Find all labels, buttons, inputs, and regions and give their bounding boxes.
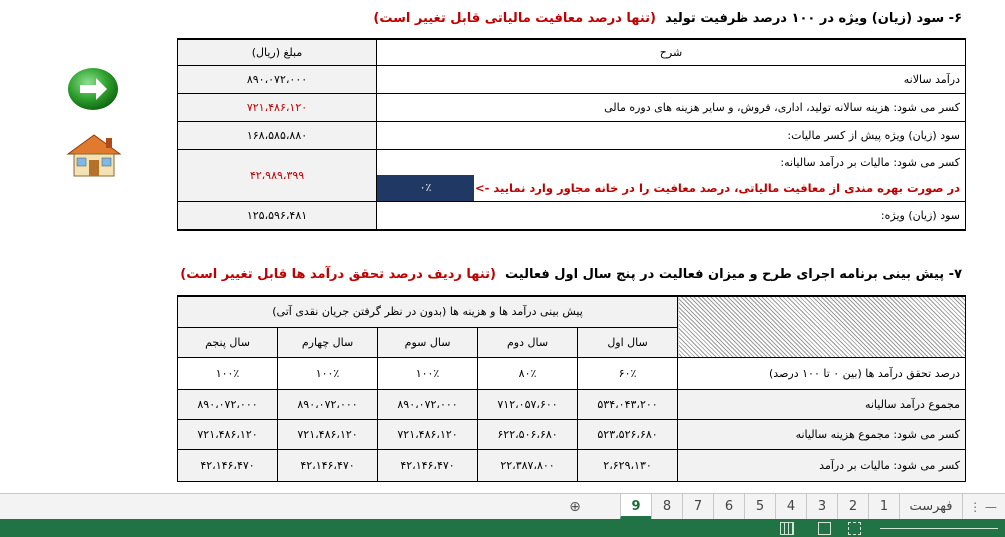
table-cell[interactable]: ۴۲،۱۴۶،۴۷۰ bbox=[278, 449, 378, 481]
table-cell[interactable]: ۵۳۴،۰۴۳،۲۰۰ bbox=[578, 389, 678, 419]
table-cell[interactable]: ۱۰۰٪ bbox=[278, 357, 378, 389]
zoom-slider[interactable] bbox=[880, 528, 998, 529]
table-row bbox=[178, 149, 966, 175]
section6-title-text: ۶- سود (زیان) ویژه در ۱۰۰ درصد ظرفیت تولید bbox=[665, 11, 962, 26]
table-cell[interactable]: ۸۰٪ bbox=[478, 357, 578, 389]
table-cell[interactable]: ۶۰٪ bbox=[578, 357, 678, 389]
table-cell[interactable]: ۵۲۳،۵۲۶،۶۸۰ bbox=[578, 419, 678, 449]
tab-9[interactable]: 9 bbox=[620, 494, 651, 519]
table-cell[interactable]: ۷۱۲،۰۵۷،۶۰۰ bbox=[478, 389, 578, 419]
table-cell[interactable]: ۷۲۱،۴۸۶،۱۲۰ bbox=[378, 419, 478, 449]
home-icon bbox=[66, 132, 122, 178]
row-value[interactable]: ۱۲۵،۵۹۶،۴۸۱ bbox=[178, 202, 377, 230]
row-label: کسر می شود: مجموع هزینه سالیانه bbox=[678, 419, 966, 449]
home-button[interactable] bbox=[66, 132, 122, 178]
row-label: مجموع درآمد سالیانه bbox=[678, 389, 966, 419]
row-label: سود (زیان) ویژه: bbox=[377, 202, 966, 230]
table-cell[interactable]: ۴۲،۱۴۶،۴۷۰ bbox=[378, 449, 478, 481]
table-cell[interactable]: ۴۲،۱۴۶،۴۷۰ bbox=[178, 449, 278, 481]
row-value[interactable]: ۸۹۰،۰۷۲،۰۰۰ bbox=[178, 65, 377, 93]
row-label: درصد تحقق درآمد ها (بین ۰ تا ۱۰۰ درصد) bbox=[678, 357, 966, 389]
section7-title-text: ۷- پیش بینی برنامه اجرای طرح و میزان فعالیت در پنج سال اول فعالیت bbox=[505, 267, 962, 282]
exemption-note: در صورت بهره مندی از معافیت مالیاتی، درصد معافیت را در خانه مجاور وارد نمایید -> bbox=[474, 181, 960, 195]
normal-view-icon[interactable] bbox=[780, 522, 794, 535]
table-cell[interactable]: ۷۲۱،۴۸۶،۱۲۰ bbox=[178, 419, 278, 449]
row-value[interactable]: ۱۶۸،۵۸۵،۸۸۰ bbox=[178, 121, 377, 149]
next-arrow-button[interactable] bbox=[66, 66, 120, 112]
page-layout-icon[interactable] bbox=[818, 522, 831, 535]
add-sheet-button[interactable]: ⊕ bbox=[569, 499, 581, 515]
year-4-header: سال چهارم bbox=[278, 327, 378, 357]
table-cell[interactable]: ۷۲۱،۴۸۶،۱۲۰ bbox=[278, 419, 378, 449]
table-cell[interactable]: ۲۲،۳۸۷،۸۰۰ bbox=[478, 449, 578, 481]
table-cell[interactable]: ۱۰۰٪ bbox=[178, 357, 278, 389]
tab-1[interactable]: 1 bbox=[868, 494, 899, 519]
tab-index[interactable]: فهرست bbox=[899, 494, 963, 519]
tab-8[interactable]: 8 bbox=[651, 494, 682, 519]
row-label: کسر می شود: مالیات بر درآمد bbox=[678, 449, 966, 481]
table-cell[interactable]: ۶۲۲،۵۰۶،۶۸۰ bbox=[478, 419, 578, 449]
year-5-header: سال پنجم bbox=[178, 327, 278, 357]
exemption-percent-input[interactable]: ۰٪ bbox=[377, 175, 474, 201]
tab-4[interactable]: 4 bbox=[775, 494, 806, 519]
table-row bbox=[178, 357, 966, 389]
tab-5[interactable]: 5 bbox=[744, 494, 775, 519]
header-amount: مبلغ (ریال) bbox=[178, 39, 377, 65]
hatched-corner bbox=[678, 296, 966, 357]
row-label: سود (زیان) ویژه پیش از کسر مالیات: bbox=[377, 121, 966, 149]
table-row bbox=[178, 389, 966, 419]
section7-title bbox=[180, 267, 962, 282]
table-row bbox=[178, 93, 966, 121]
table-row bbox=[178, 449, 966, 481]
tab-7[interactable]: 7 bbox=[682, 494, 713, 519]
row-label: کسر می شود: مالیات بر درآمد سالیانه: bbox=[377, 149, 966, 175]
section6-title bbox=[373, 11, 962, 26]
row-value[interactable]: ۴۲،۹۸۹،۳۹۹ bbox=[178, 149, 377, 202]
row-label: کسر می شود: هزینه سالانه تولید، اداری، فروش، و سایر هزینه های دوره مالی bbox=[377, 93, 966, 121]
forecast-header: پیش بینی درآمد ها و هزینه ها (بدون در نظر گرفتن جریان نقدی آتی) bbox=[178, 296, 678, 327]
page-break-icon[interactable] bbox=[848, 522, 861, 535]
table-cell[interactable]: ۱۰۰٪ bbox=[378, 357, 478, 389]
row-label: درآمد سالانه bbox=[377, 65, 966, 93]
table-cell[interactable]: ۸۹۰،۰۷۲،۰۰۰ bbox=[378, 389, 478, 419]
scroll-divider-icon[interactable]: ⋮ — bbox=[969, 500, 997, 514]
green-arrow-icon bbox=[66, 66, 120, 112]
sheet-tab-bar bbox=[0, 493, 1005, 520]
table-row bbox=[178, 419, 966, 449]
tab-2[interactable]: 2 bbox=[837, 494, 868, 519]
tab-6[interactable]: 6 bbox=[713, 494, 744, 519]
year-2-header: سال دوم bbox=[478, 327, 578, 357]
section7-note: (تنها ردیف درصد تحقق درآمد ها قابل تغییر است) bbox=[180, 267, 496, 282]
tab-3[interactable]: 3 bbox=[806, 494, 837, 519]
table-cell[interactable]: ۸۹۰،۰۷۲،۰۰۰ bbox=[178, 389, 278, 419]
table-cell[interactable]: ۸۹۰،۰۷۲،۰۰۰ bbox=[278, 389, 378, 419]
section6-note: (تنها درصد معافیت مالیاتی قابل تغییر است) bbox=[373, 11, 656, 26]
section7-table bbox=[177, 295, 966, 482]
row-value[interactable]: ۷۲۱،۴۸۶،۱۲۰ bbox=[178, 93, 377, 121]
year-1-header: سال اول bbox=[578, 327, 678, 357]
table-row bbox=[178, 121, 966, 149]
table-row bbox=[178, 202, 966, 230]
status-bar bbox=[0, 519, 1005, 537]
year-3-header: سال سوم bbox=[378, 327, 478, 357]
table-cell[interactable]: ۲،۶۲۹،۱۳۰ bbox=[578, 449, 678, 481]
table-row bbox=[178, 65, 966, 93]
header-desc: شرح bbox=[377, 39, 966, 65]
section6-table bbox=[177, 38, 966, 231]
